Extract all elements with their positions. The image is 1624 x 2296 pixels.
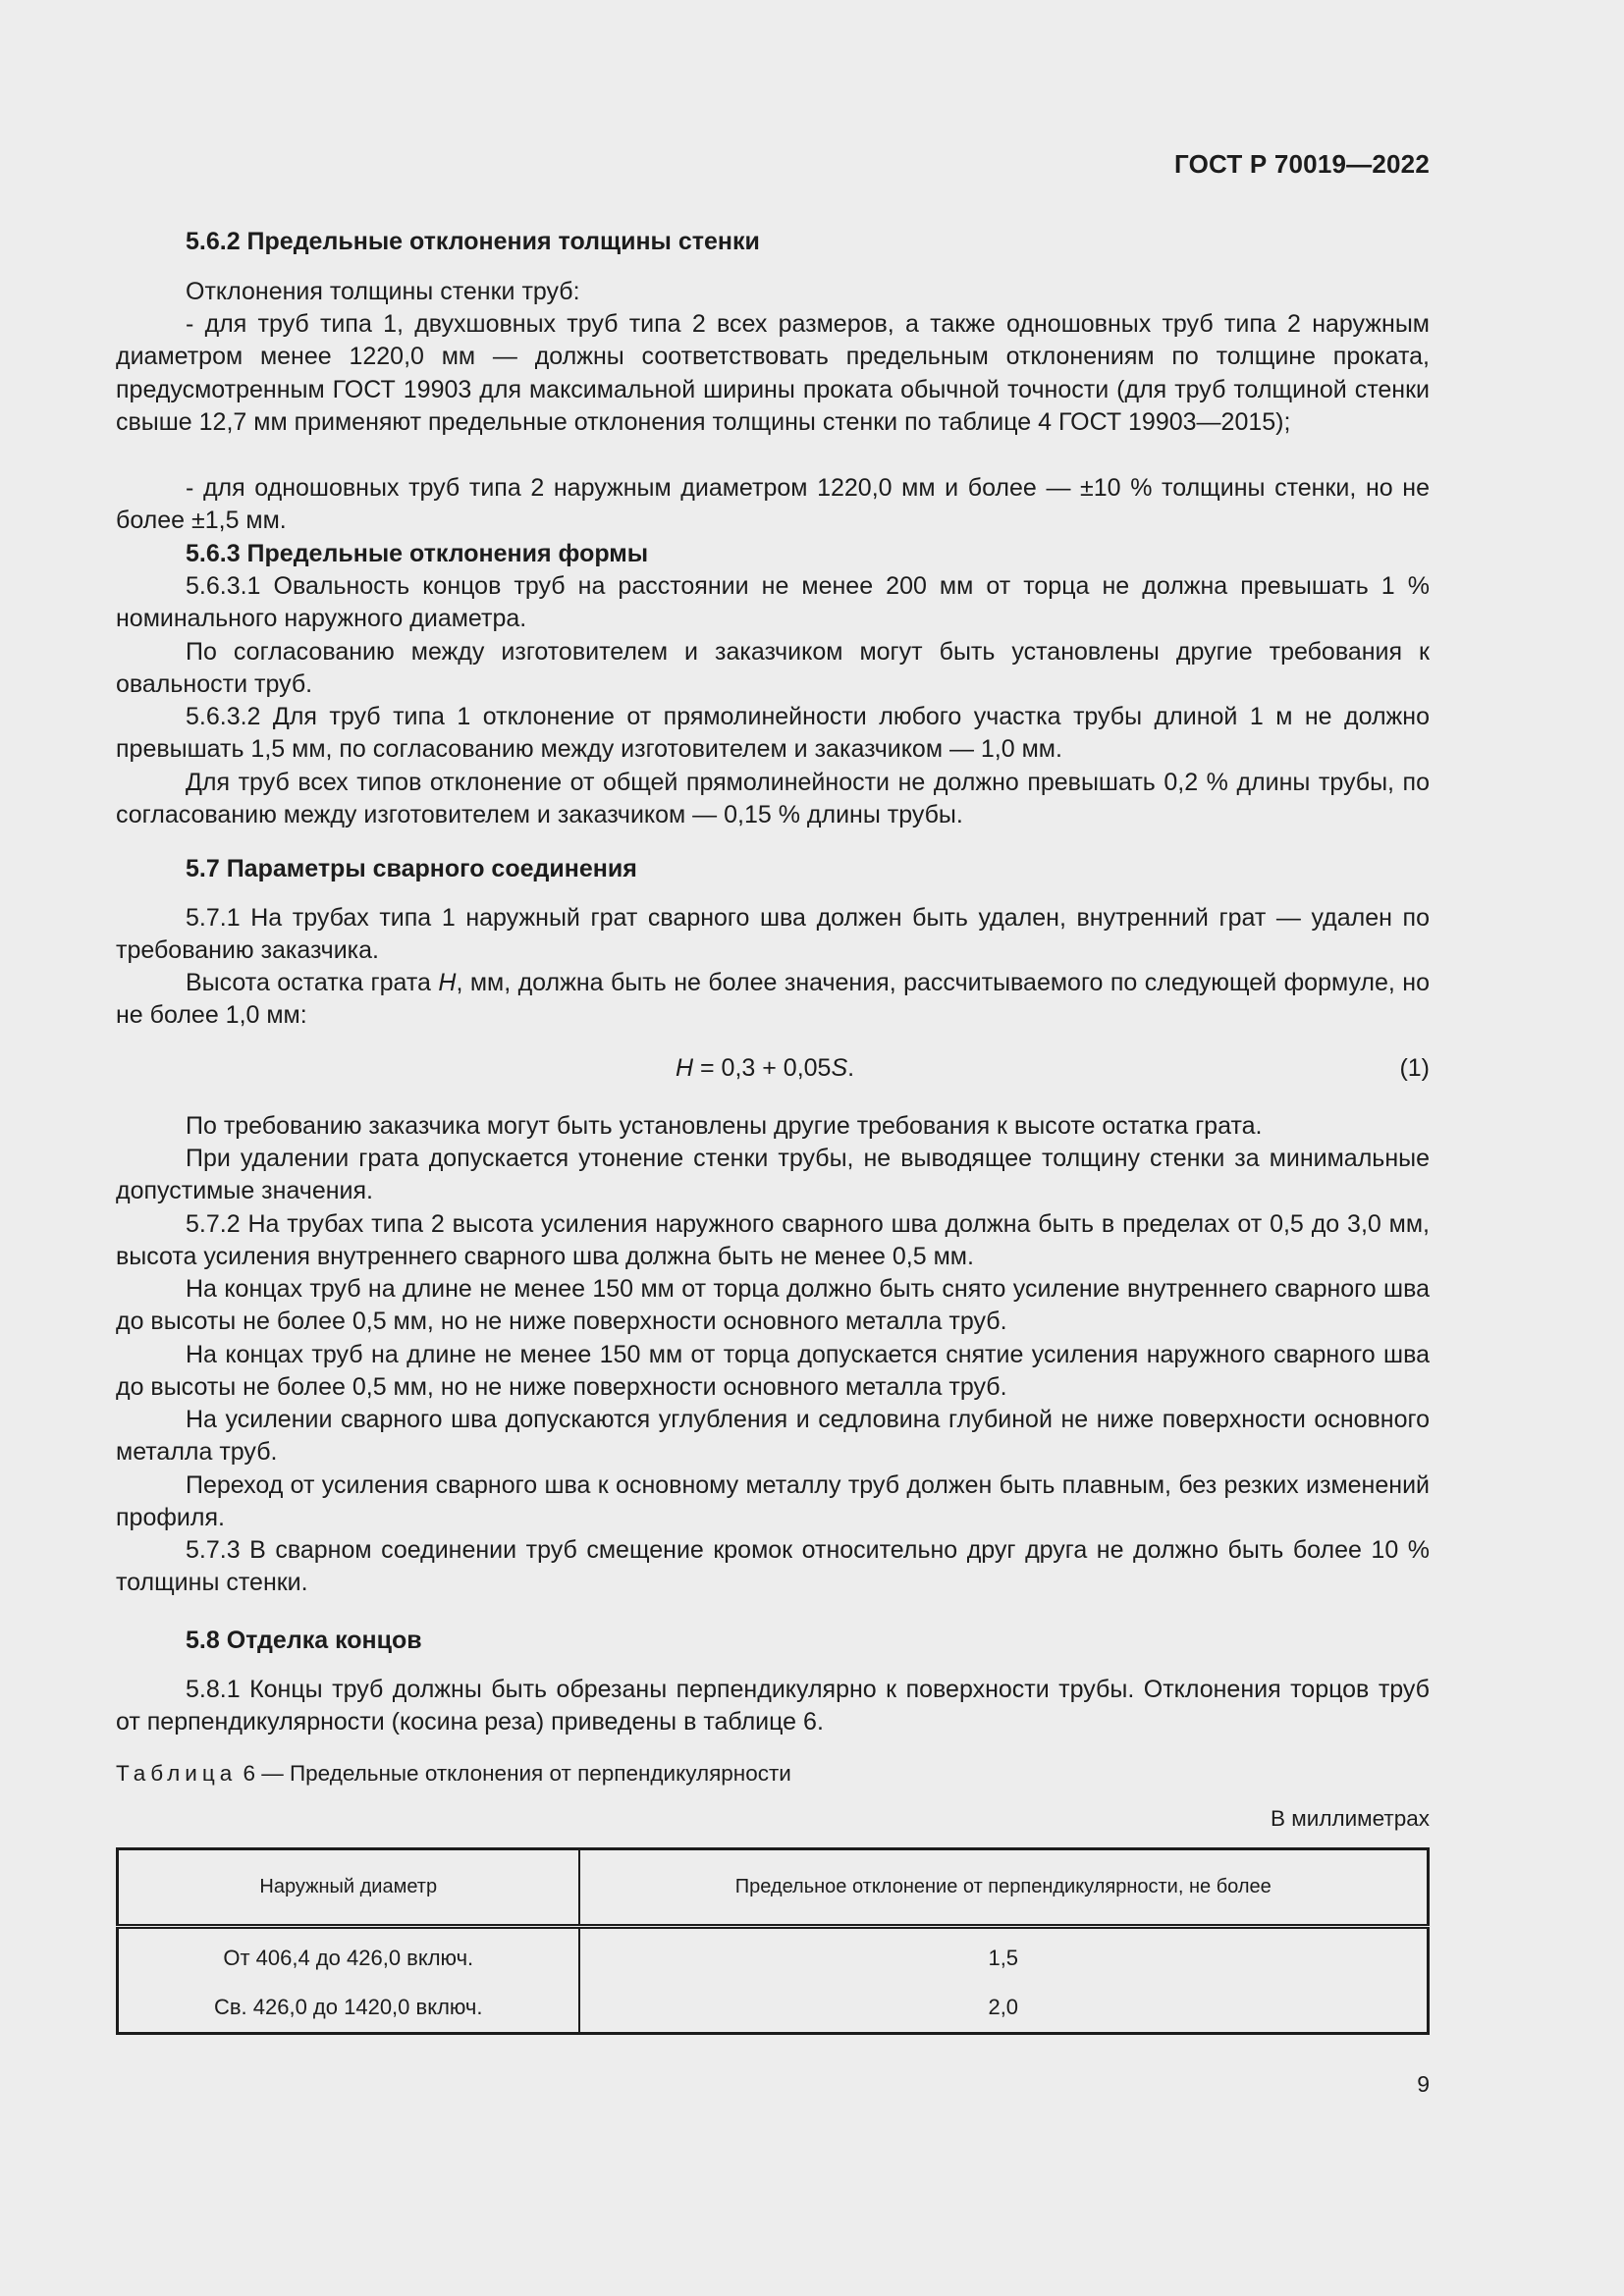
- paragraph: На концах труб на длине не менее 150 мм от торца допускается снятие усиления наружного сварного шва до высоты не более 0,5 мм, но не ниже поверхности основного металла труб.: [116, 1341, 1430, 1402]
- paragraph: 5.8.1 Концы труб должны быть обрезаны перпендикулярно к поверхности трубы. Отклонения торцов труб от перпендикулярности (косина реза) приведены в таблице 6.: [116, 1676, 1430, 1736]
- formula-number: (1): [1399, 1054, 1430, 1082]
- table-row: [118, 1927, 1429, 1984]
- table-header-cell: Наружный диаметр: [118, 1849, 579, 1927]
- document-page: [116, 0, 1430, 2296]
- section-5-8-title: 5.8 Отделка концов: [186, 1627, 422, 1654]
- paragraph: Отклонения толщины стенки труб:: [186, 278, 580, 305]
- formula-1: [116, 1052, 1430, 1085]
- document-header-id: ГОСТ Р 70019—2022: [1174, 149, 1430, 179]
- paragraph: 5.6.3.2 Для труб типа 1 отклонение от прямолинейности любого участка трубы длиной 1 м не должно превышать 1,5 мм, по согласованию между изготовителем и заказчиком — 1,0 мм.: [116, 703, 1430, 764]
- table-cell: 1,5: [988, 1946, 1019, 1970]
- table-row: [118, 1983, 1429, 2034]
- paragraph: По согласованию между изготовителем и заказчиком могут быть установлены другие требования к овальности труб.: [116, 638, 1430, 699]
- paragraph: - для труб типа 1, двухшовных труб типа 2 всех размеров, а также одношовных труб типа 2 наружным диаметром менее 1220,0 мм — должны соответствовать предельным отклонениям по толщине проката, предусмотренным ГОСТ 19903 для максимальной ширины проката обычной точности (для труб толщиной стенки свыше 12,7 мм применяют предельные отклонения толщины стенки по таблице 4 ГОСТ 19903—2015);: [116, 310, 1430, 437]
- table-units: В миллиметрах: [1271, 1806, 1430, 1831]
- paragraph: - для одношовных труб типа 2 наружным диаметром 1220,0 мм и более — ±10 % толщины стенки, но не более ±1,5 мм.: [116, 474, 1430, 535]
- table-header-cell: Предельное отклонение от перпендикулярности, не более: [579, 1849, 1429, 1927]
- paragraph: Высота остатка грата H, мм, должна быть не более значения, рассчитываемого по следующей формуле, но не более 1,0 мм:: [116, 969, 1430, 1030]
- section-5-6-2-title: 5.6.2 Предельные отклонения толщины стенки: [186, 228, 760, 255]
- table-caption: Таблица 6 — Предельные отклонения от перпендикулярности: [116, 1761, 791, 1786]
- section-5-7-title: 5.7 Параметры сварного соединения: [186, 855, 637, 882]
- table-cell: 2,0: [988, 1995, 1019, 2019]
- paragraph: 5.7.1 На трубах типа 1 наружный грат сварного шва должен быть удален, внутренний грат — удален по требованию заказчика.: [116, 904, 1430, 965]
- paragraph: Переход от усиления сварного шва к основному металлу труб должен быть плавным, без резких изменений профиля.: [116, 1471, 1430, 1532]
- page-number: 9: [1417, 2071, 1430, 2097]
- table-cell: От 406,4 до 426,0 включ.: [118, 1927, 579, 1984]
- paragraph: При удалении грата допускается утонение стенки трубы, не выводящее толщину стенки за минимальные допустимые значения.: [116, 1145, 1430, 1205]
- paragraph: На концах труб на длине не менее 150 мм от торца должно быть снято усиление внутреннего сварного шва до высоты не более 0,5 мм, но не ниже поверхности основного металла труб.: [116, 1275, 1430, 1336]
- paragraph: 5.7.3 В сварном соединении труб смещение кромок относительно друг друга не должно быть более 10 % толщины стенки.: [116, 1536, 1430, 1597]
- paragraph: 5.7.2 На трубах типа 2 высота усиления наружного сварного шва должна быть в пределах от 0,5 до 3,0 мм, высота усиления внутреннего сварного шва должна быть не менее 0,5 мм.: [116, 1210, 1430, 1271]
- paragraph: Для труб всех типов отклонение от общей прямолинейности не должно превышать 0,2 % длины трубы, по согласованию между изготовителем и заказчиком — 0,15 % длины трубы.: [116, 769, 1430, 829]
- paragraph: По требованию заказчика могут быть установлены другие требования к высоте остатка грата.: [186, 1112, 1263, 1140]
- paragraph: 5.6.3.1 Овальность концов труб на расстоянии не менее 200 мм от торца не должна превышать 1 % номинального наружного диаметра.: [116, 572, 1430, 633]
- paragraph: На усилении сварного шва допускаются углубления и седловина глубиной не ниже поверхности основного металла труб.: [116, 1406, 1430, 1467]
- variable-h: H: [438, 969, 457, 996]
- section-5-6-3-title: 5.6.3 Предельные отклонения формы: [186, 540, 649, 567]
- deviation-table: [116, 1847, 1430, 2035]
- formula-expression: H = 0,3 + 0,05S.: [676, 1054, 855, 1082]
- table-cell: Св. 426,0 до 1420,0 включ.: [118, 1983, 579, 2034]
